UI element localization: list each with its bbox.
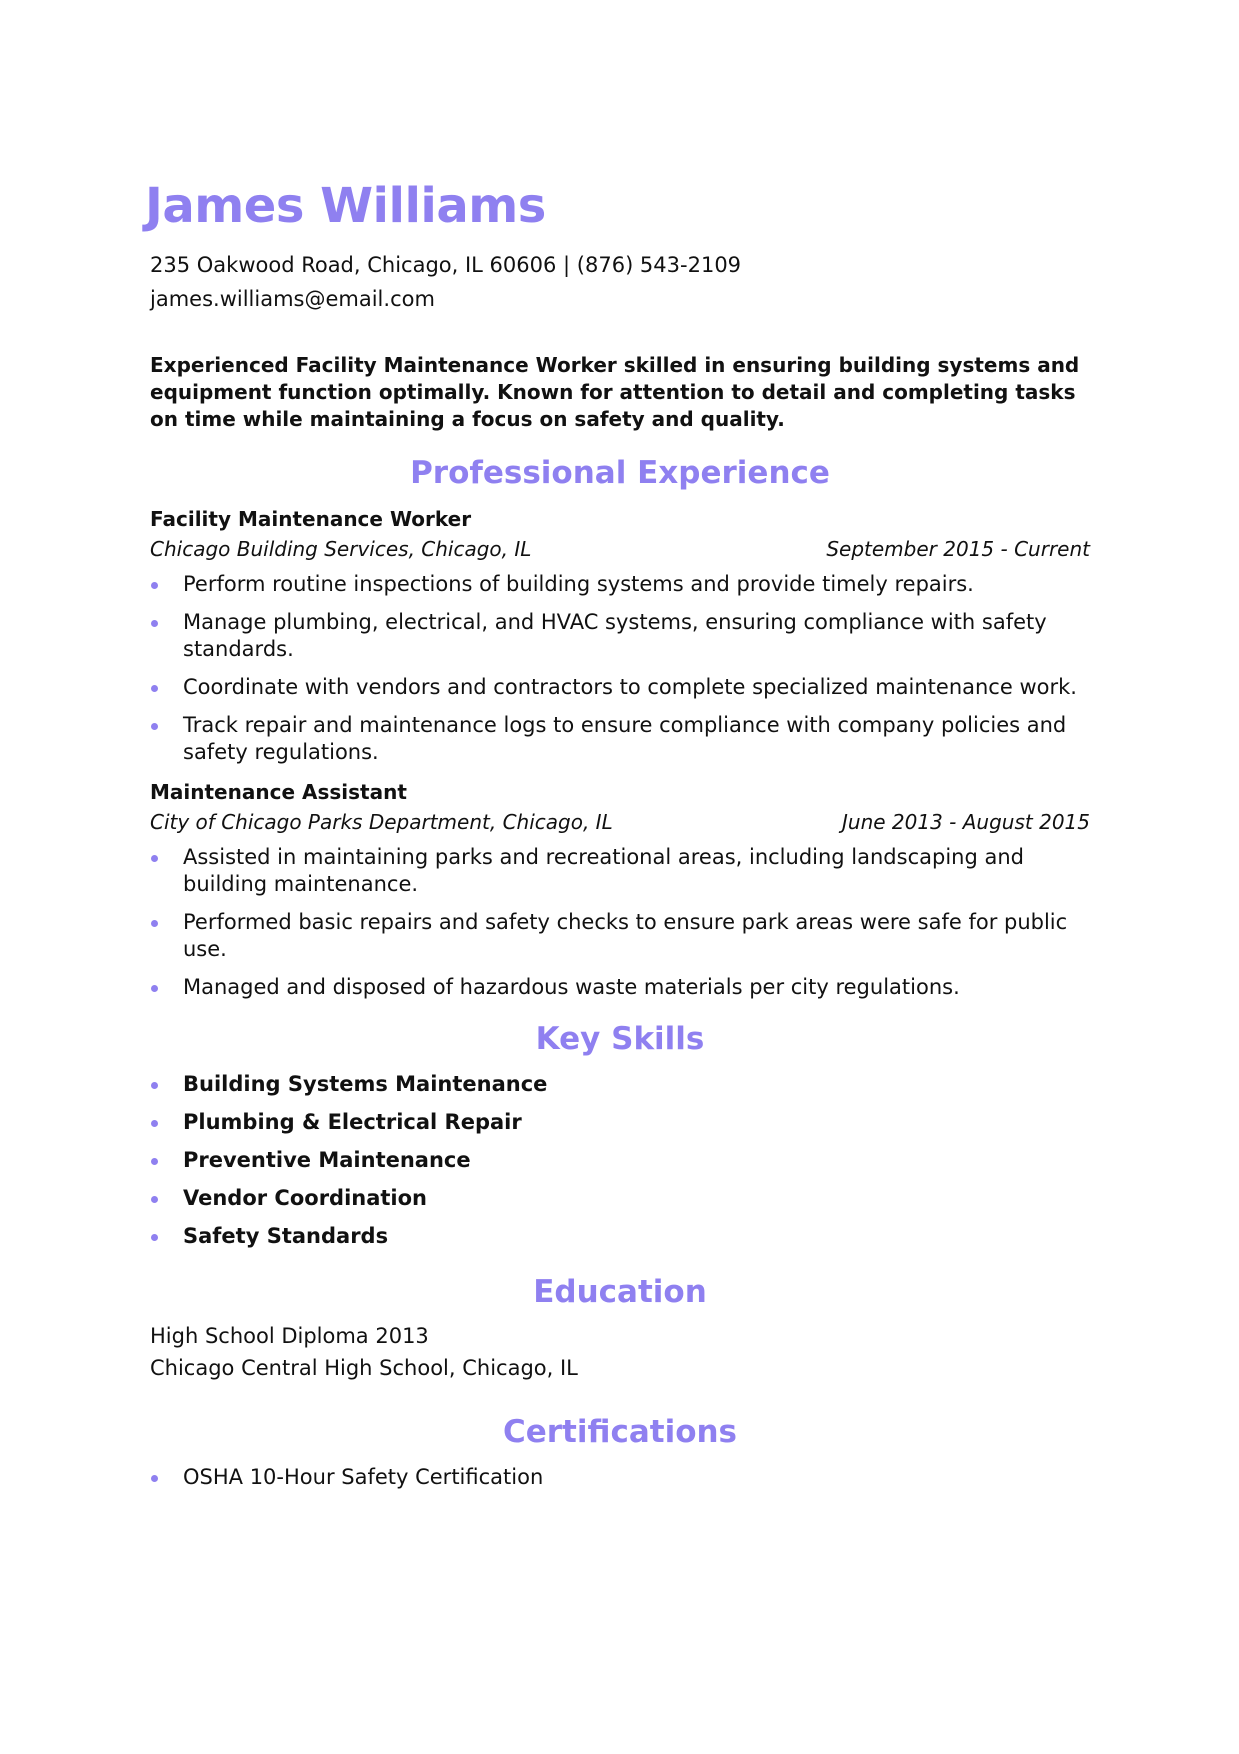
certifications-list: [150, 1464, 1090, 1491]
address-phone: 235 Oakwood Road, Chicago, IL 60606 | (876) 543-2109: [150, 253, 742, 277]
professional-summary: Experienced Facility Maintenance Worker skilled in ensuring building systems and equipment function optimally. Known for attention to detail and completing tasks on time while maintaining a focus on safety and quality.: [150, 353, 1080, 431]
list-item: Assisted in maintaining parks and recreational areas, including landscaping and building maintenance.: [150, 844, 1090, 898]
job-title: Maintenance Assistant: [150, 780, 407, 804]
bullet-icon: [151, 1196, 158, 1203]
job-bullets: [150, 844, 1090, 1001]
bullet-icon: [151, 723, 158, 730]
list-item: Perform routine inspections of building systems and provide timely repairs.: [150, 571, 1090, 598]
list-item: Building Systems Maintenance: [150, 1071, 1090, 1098]
bullet-icon: [151, 985, 158, 992]
job-company: Chicago Building Services, Chicago, IL: [150, 537, 532, 561]
education-school: Chicago Central High School, Chicago, IL: [150, 1356, 578, 1380]
job-dates: June 2013 - August 2015: [842, 810, 1090, 834]
job-meta: [150, 806, 1090, 838]
candidate-name: James Williams: [145, 178, 546, 234]
bullet-icon: [151, 1120, 158, 1127]
list-item: Preventive Maintenance: [150, 1147, 1090, 1174]
job-bullets: [150, 571, 1090, 766]
bullet-icon: [151, 1234, 158, 1241]
list-item: OSHA 10-Hour Safety Certification: [150, 1464, 1090, 1491]
list-item: Performed basic repairs and safety checks to ensure park areas were safe for public use.: [150, 909, 1090, 963]
job-company: City of Chicago Parks Department, Chicago, IL: [150, 810, 613, 834]
job-title: Facility Maintenance Worker: [150, 507, 472, 531]
skills-heading: Key Skills: [535, 1021, 705, 1057]
job-meta: [150, 533, 1090, 565]
email: james.williams@email.com: [150, 287, 435, 311]
bullet-icon: [151, 1475, 158, 1482]
bullet-icon: [151, 1158, 158, 1165]
bullet-icon: [151, 855, 158, 862]
list-item: Managed and disposed of hazardous waste materials per city regulations.: [150, 974, 1090, 1001]
resume-page: [145, 178, 1090, 1502]
education-heading: Education: [533, 1274, 707, 1310]
job-entry: [150, 778, 1090, 1001]
list-item: Manage plumbing, electrical, and HVAC systems, ensuring compliance with safety standards.: [150, 609, 1090, 663]
list-item: Safety Standards: [150, 1223, 1090, 1250]
list-item: Plumbing & Electrical Repair: [150, 1109, 1090, 1136]
bullet-icon: [151, 685, 158, 692]
certifications-heading: Certifications: [502, 1414, 738, 1450]
experience-heading: Professional Experience: [410, 455, 830, 491]
skills-list: [150, 1071, 1090, 1250]
bullet-icon: [151, 920, 158, 927]
education-degree: High School Diploma 2013: [150, 1324, 429, 1348]
list-item: Coordinate with vendors and contractors to complete specialized maintenance work.: [150, 674, 1090, 701]
bullet-icon: [151, 620, 158, 627]
job-entry: [150, 505, 1090, 766]
list-item: Vendor Coordination: [150, 1185, 1090, 1212]
list-item: Track repair and maintenance logs to ensure compliance with company policies and safety regulations.: [150, 712, 1090, 766]
job-dates: September 2015 - Current: [826, 537, 1090, 561]
bullet-icon: [151, 582, 158, 589]
bullet-icon: [151, 1082, 158, 1089]
